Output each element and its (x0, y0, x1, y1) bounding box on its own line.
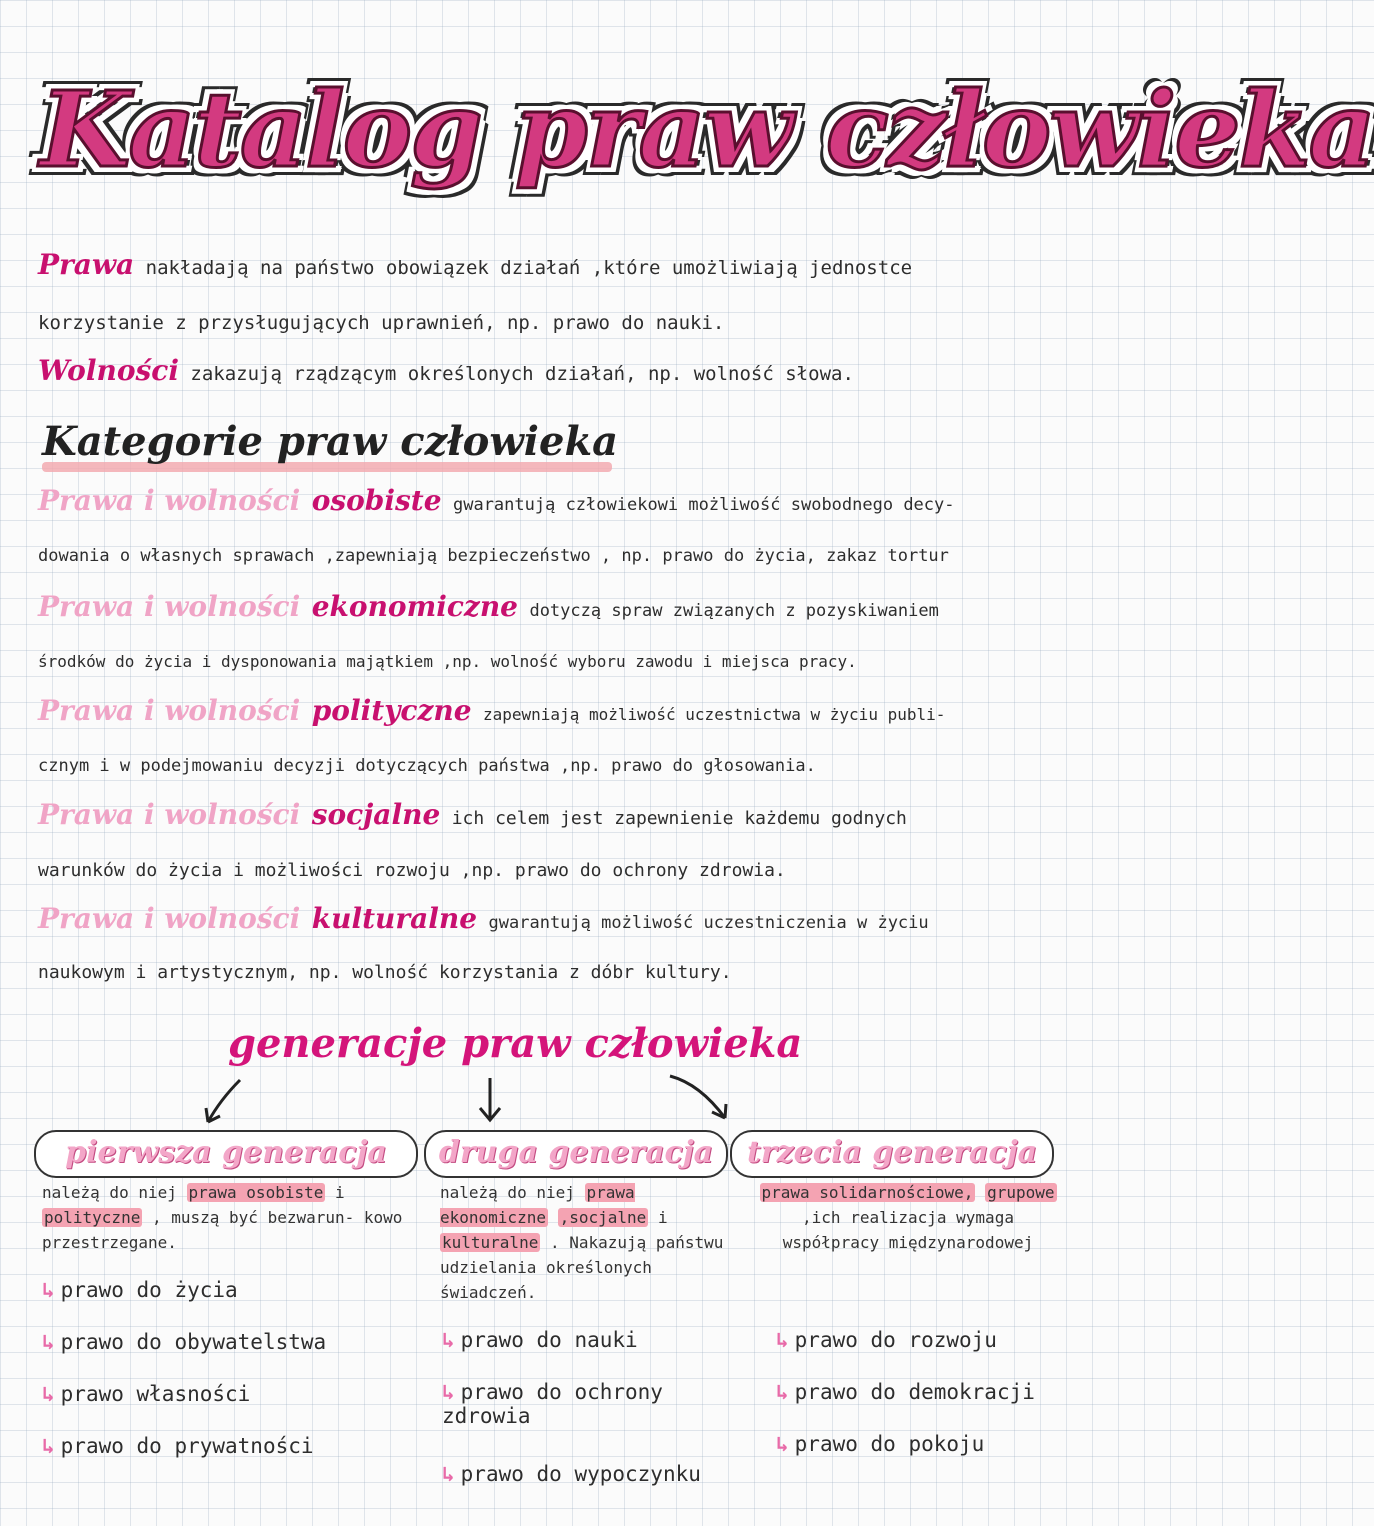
category-line-1: gwarantują człowiekowi możliwość swobodnego decy- (452, 495, 955, 515)
second-generation-title: druga generacja (424, 1130, 728, 1178)
category-prefix: Prawa i wolności (38, 902, 301, 935)
list-item-label: prawo własności (60, 1382, 251, 1406)
list-item (442, 1328, 638, 1352)
categories-heading: Kategorie praw człowieka (42, 418, 619, 465)
freedoms-definition (38, 354, 854, 387)
category-type: polityczne (311, 694, 472, 727)
desc-text: ,ich realizacja wymaga współpracy międzynarodowej (782, 1208, 1034, 1252)
category-line-1: zapewniają możliwość uczestnictwa w życiu publi- (483, 705, 946, 724)
list-item-label: prawo do obywatelstwa (60, 1330, 327, 1354)
list-item-label: prawo do demokracji (794, 1380, 1035, 1404)
desc-highlight: prawa ekonomiczne (440, 1183, 635, 1227)
list-item (776, 1380, 1035, 1404)
category-prefix: Prawa i wolności (38, 798, 301, 831)
category-type: osobiste (311, 484, 442, 517)
desc-highlight: polityczne (44, 1208, 141, 1227)
rights-line-2: korzystanie z przysługujących uprawnień, np. prawo do nauki. (38, 312, 725, 334)
list-item (42, 1330, 326, 1354)
arrow-return-icon: ↳ (42, 1278, 55, 1302)
arrow-return-icon: ↳ (42, 1330, 55, 1354)
list-item (442, 1380, 712, 1428)
list-item-label: prawo do rozwoju (794, 1328, 997, 1352)
category-prefix: Prawa i wolności (38, 484, 301, 517)
rights-term: Prawa (38, 248, 135, 281)
category-political (38, 694, 945, 727)
category-social (38, 798, 907, 831)
arrow-return-icon: ↳ (442, 1462, 455, 1486)
category-line-1: dotyczą spraw związanych z pozyskiwaniem (529, 601, 939, 621)
category-economic (38, 590, 939, 623)
generations-heading: generacje praw człowieka (228, 1020, 803, 1067)
category-type: kulturalne (311, 902, 478, 935)
category-prefix: Prawa i wolności (38, 590, 301, 623)
category-line-1: gwarantują możliwość uczestniczenia w życiu (488, 913, 929, 933)
desc-highlight: prawa solidarnościowe, (761, 1183, 974, 1202)
desc-text: i (335, 1183, 345, 1202)
desc-highlight: prawa osobiste (188, 1183, 324, 1202)
rights-line-1: nakładają na państwo obowiązek działań ,które umożliwiają jednostce (145, 257, 913, 279)
category-line-1: ich celem jest zapewnienie każdemu godnych (451, 808, 907, 829)
list-item (776, 1328, 997, 1352)
desc-text: i (657, 1208, 668, 1227)
arrow-return-icon: ↳ (42, 1382, 55, 1406)
list-item (42, 1382, 250, 1406)
arrow-return-icon: ↳ (776, 1328, 789, 1352)
list-item-label: prawo do prywatności (60, 1434, 314, 1458)
arrows-diagram (180, 1070, 800, 1130)
third-generation-description (758, 1180, 1058, 1255)
category-personal (38, 484, 955, 517)
list-item-label: prawo do nauki (460, 1328, 638, 1352)
third-generation-title: trzecia generacja (730, 1130, 1054, 1178)
category-prefix: Prawa i wolności (38, 694, 301, 727)
first-generation-description (42, 1180, 412, 1255)
list-item-label: prawo do ochrony zdrowia (442, 1380, 663, 1428)
category-type: socjalne (311, 798, 441, 831)
category-line-2: naukowym i artystycznym, np. wolność korzystania z dóbr kultury. (38, 962, 732, 983)
second-generation-description (440, 1180, 730, 1305)
desc-text: , muszą być bezwarun- kowo przestrzegane. (42, 1208, 403, 1252)
arrow-return-icon: ↳ (442, 1380, 455, 1404)
category-line-2: warunków do życia i możliwości rozwoju ,np. prawo do ochrony zdrowia. (38, 860, 786, 881)
freedoms-line: zakazują rządzącym określonych działań, np. wolność słowa. (190, 363, 854, 385)
desc-highlight: grupowe (987, 1183, 1055, 1202)
category-line-2: dowania o własnych sprawach ,zapewniają bezpieczeństwo , np. prawo do życia, zakaz tortur (38, 546, 949, 566)
page-title: Katalog praw człowieka (40, 68, 1374, 191)
list-item-label: prawo do wypoczynku (460, 1462, 701, 1486)
category-cultural (38, 902, 929, 935)
arrow-return-icon: ↳ (442, 1328, 455, 1352)
category-type: ekonomiczne (311, 590, 518, 623)
desc-highlight: ,socjalne (559, 1208, 647, 1227)
desc-text: należą do niej (440, 1183, 575, 1202)
rights-definition (38, 248, 912, 281)
freedoms-term: Wolności (38, 354, 179, 387)
arrow-return-icon: ↳ (776, 1432, 789, 1456)
arrow-left-icon (208, 1080, 240, 1122)
category-line-2: cznym i w podejmowaniu decyzji dotyczących państwa ,np. prawo do głosowania. (38, 756, 816, 776)
list-item (442, 1462, 701, 1486)
arrow-right-icon (670, 1076, 725, 1118)
first-generation-title: pierwsza generacja (34, 1130, 418, 1178)
list-item-label: prawo do życia (60, 1278, 238, 1302)
desc-text: . Nakazują państwu udzielania określonych świadczeń. (440, 1233, 724, 1302)
arrow-return-icon: ↳ (776, 1380, 789, 1404)
category-line-2: środków do życia i dysponowania majątkiem ,np. wolność wyboru zawodu i miejsca pracy. (38, 652, 857, 671)
list-item (42, 1434, 314, 1458)
list-item (776, 1432, 984, 1456)
desc-text: należą do niej (42, 1183, 177, 1202)
list-item (42, 1278, 238, 1302)
desc-highlight: kulturalne (442, 1233, 539, 1252)
list-item-label: prawo do pokoju (794, 1432, 985, 1456)
arrow-return-icon: ↳ (42, 1434, 55, 1458)
